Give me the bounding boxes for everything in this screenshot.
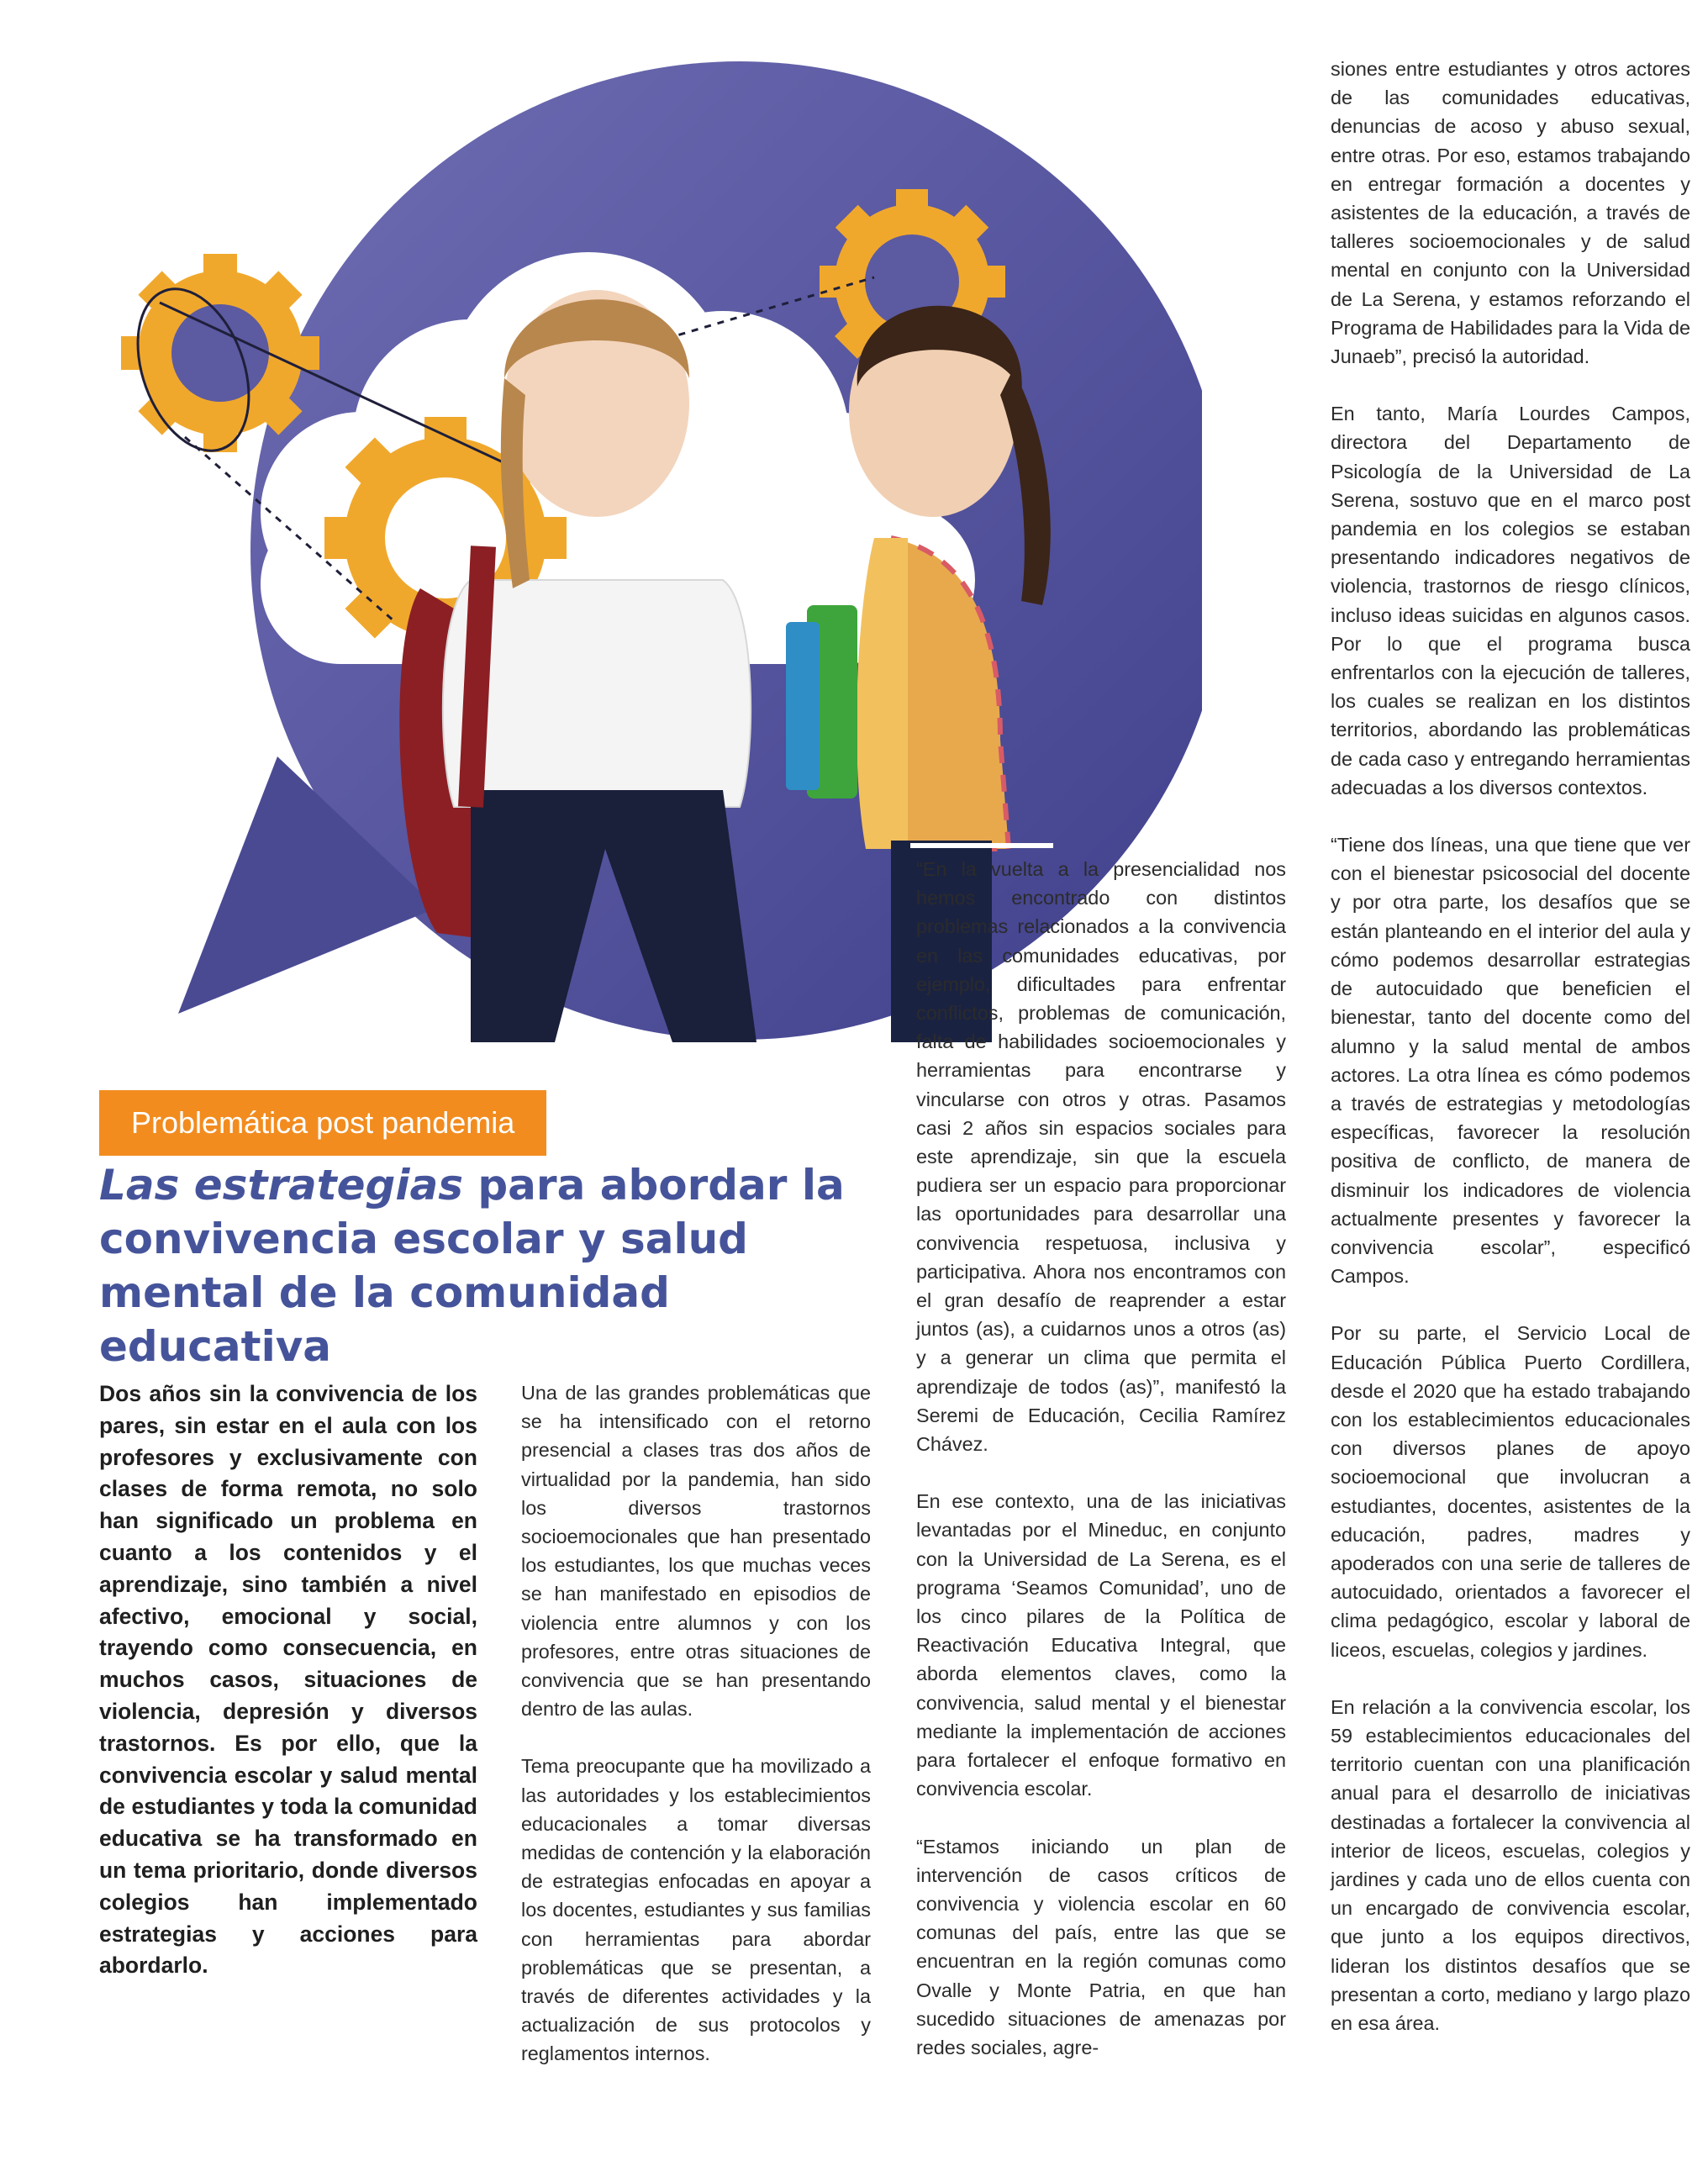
paragraph-quote: “Estamos iniciando un plan de intervención de casos críticos de convivencia y violencia escolar en 60 comunas del país, entre las que se encuentran en la región comunas como Ovalle y Monte Patria, en que han sucedido situaciones de amenazas por redes sociales, agre- [916, 1835, 1286, 2058]
paragraph: Por su parte, el Servicio Local de Educación Pública Puerto Cordillera, desde el 2020 que ha estado trabajando con los establecimientos educacionales con diversos planes de apoyo socioemocional que involucran a estudiantes, docentes, asistentes de la educación, padres, madres y apoderados con una serie de talleres de autocuidado, orientados a favorecer el clima pedagógico, escolar y laboral de liceos, escuelas, colegios y jardines. [1331, 1322, 1690, 1661]
body-column-1 [521, 1378, 871, 2069]
paragraph: En relación a la convivencia escolar, los 59 establecimientos educacionales del territorio cuentan con una planificación anual para el desarrollo de iniciativas destinadas a fortalecer la convivencia al interior de liceos, escuelas, colegios y jardines y cada uno de ellos cuenta con un encargado de convivencia escolar, que junto a los equipos directivos, lideran los distintos desafíos que se presentan a corto, mediano y largo plazo en esa área. [1331, 1695, 1690, 2034]
headline-emphasis: Las estrategias [99, 1161, 463, 1210]
paragraph: siones entre estudiantes y otros actores de las comunidades educativas, denuncias de acoso y abuso sexual, entre otras. Por eso, estamos trabajando en entregar formación a docentes y asistentes de la educación, a través de talleres socioemocionales y de salud mental en conjunto con la Universidad de La Serena, y estamos reforzando el Programa de Habilidades para la Vida de Junaeb”, precisó la autoridad. [1331, 58, 1690, 368]
section-kicker: Problemática post pandemia [99, 1090, 546, 1156]
headline [99, 1158, 906, 1373]
body-column-2 [916, 855, 1286, 2062]
accent-line [910, 843, 1053, 848]
paragraph: Una de las grandes problemáticas que se ha intensificado con el retorno presencial a clases tras dos años de virtualidad por la pandemia, han sido los diversos trastornos socioemocionales que han presentado los estudiantes, los que muchas veces se han manifestado en episodios de violencia entre alumnos y con los profesores, entre otras situaciones de convivencia que se han presentando dentro de las aulas. [521, 1382, 871, 1721]
paragraph: En ese contexto, una de las iniciativas levantadas por el Mineduc, en conjunto con la Universidad de La Serena, es el programa ‘Seamos Comunidad’, uno de los cinco pilares de la Política de Reactivación Educativa Integral, que aborda elementos claves, como la convivencia, salud mental y el bienestar mediante la implementación de acciones para fortalecer el enfoque formativo en convivencia escolar. [916, 1490, 1286, 1800]
paragraph-quote: “Tiene dos líneas, una que tiene que ver con el bienestar psicosocial del docente y por otra parte, los desafíos que se están planteando en el interior del aula y cómo podemos desarrollar estrategias de autocuidado que beneficien el bienestar, tanto del docente como del alumno y la salud mental de ambos actores. La otra línea es cómo podemos a través de estrategias y metodologías específicas, favorecer la resolución positiva de conflicto, de manera de disminuir los indicadores de violencia actualmente presentes y favorecer la convivencia escolar”, especificó Campos. [1331, 834, 1690, 1288]
paragraph: Tema preocupante que ha movilizado a las autoridades y los establecimientos educacionales a tomar diversas medidas de contención y la elaboración de estrategias enfocadas en apoyar a los docentes, estudiantes y sus familias con herramientas para abordar problemáticas que se presentan, a través de diferentes actividades y la actualización de sus protocolos y reglamentos internos. [521, 1755, 871, 2065]
gear-icon [121, 254, 319, 452]
headline-rest: para abordar la convivencia escolar y salud mental de la comunidad educativa [99, 1161, 845, 1371]
lead-text: Dos años sin la convivencia de los pares, sin estar en el aula con los profesores y exclusivamente con clases de forma remota, no solo han significado un problema en cuanto a los contenidos y el aprendizaje, sino también a nivel afectivo, emocional y social, trayendo como consecuencia, en muchos casos, situaciones de violencia, depresión y diversos trastornos. Es por ello, que la convivencia escolar y salud mental de estudiantes y toda la comunidad educativa se ha transformado en un tema prioritario, donde diversos colegios han implementado estrategias y acciones para abordarlo. [99, 1381, 477, 1979]
body-column-3 [1331, 55, 1690, 2037]
lead-paragraph [99, 1378, 477, 1982]
paragraph: En tanto, María Lourdes Campos, directora del Departamento de Psicología de la Universidad de La Serena, sostuvo que en el marco post pandemia en los colegios se estaban presentando indicadores negativos de violencia, trastornos de riesgo clínicos, incluso ideas suicidas en algunos casos. Por lo que el programa busca enfrentarlos con la ejecución de talleres, los cuales se realizan en los distintos territorios, abordando las problemáticas de cada caso y entregando herramientas adecuadas a los diversos contextos. [1331, 403, 1690, 799]
paragraph-quote: “En la vuelta a la presencialidad nos hemos encontrado con distintos problemas relacionados a la convivencia en las comunidades educativas, por ejemplo, dificultades para enfrentar conflictos, problemas de comunicación, falta de habilidades socioemocionales y herramientas para encontrarse y vincularse con otros y otras. Pasamos casi 2 años sin espacios sociales para este aprendizaje, sin que la escuela pudiera ser un espacio para proporcionar las oportunidades para desarrollar una convivencia respetuosa, inclusiva y participativa. Ahora nos encontramos con el gran desafío de reaprender a estar juntos (as), a cuidarnos unos a otros (as) y a generar un clima que permita el aprendizaje de todos (as)”, manifestó la Seremi de Educación, Cecilia Ramírez Chávez. [916, 858, 1286, 1456]
